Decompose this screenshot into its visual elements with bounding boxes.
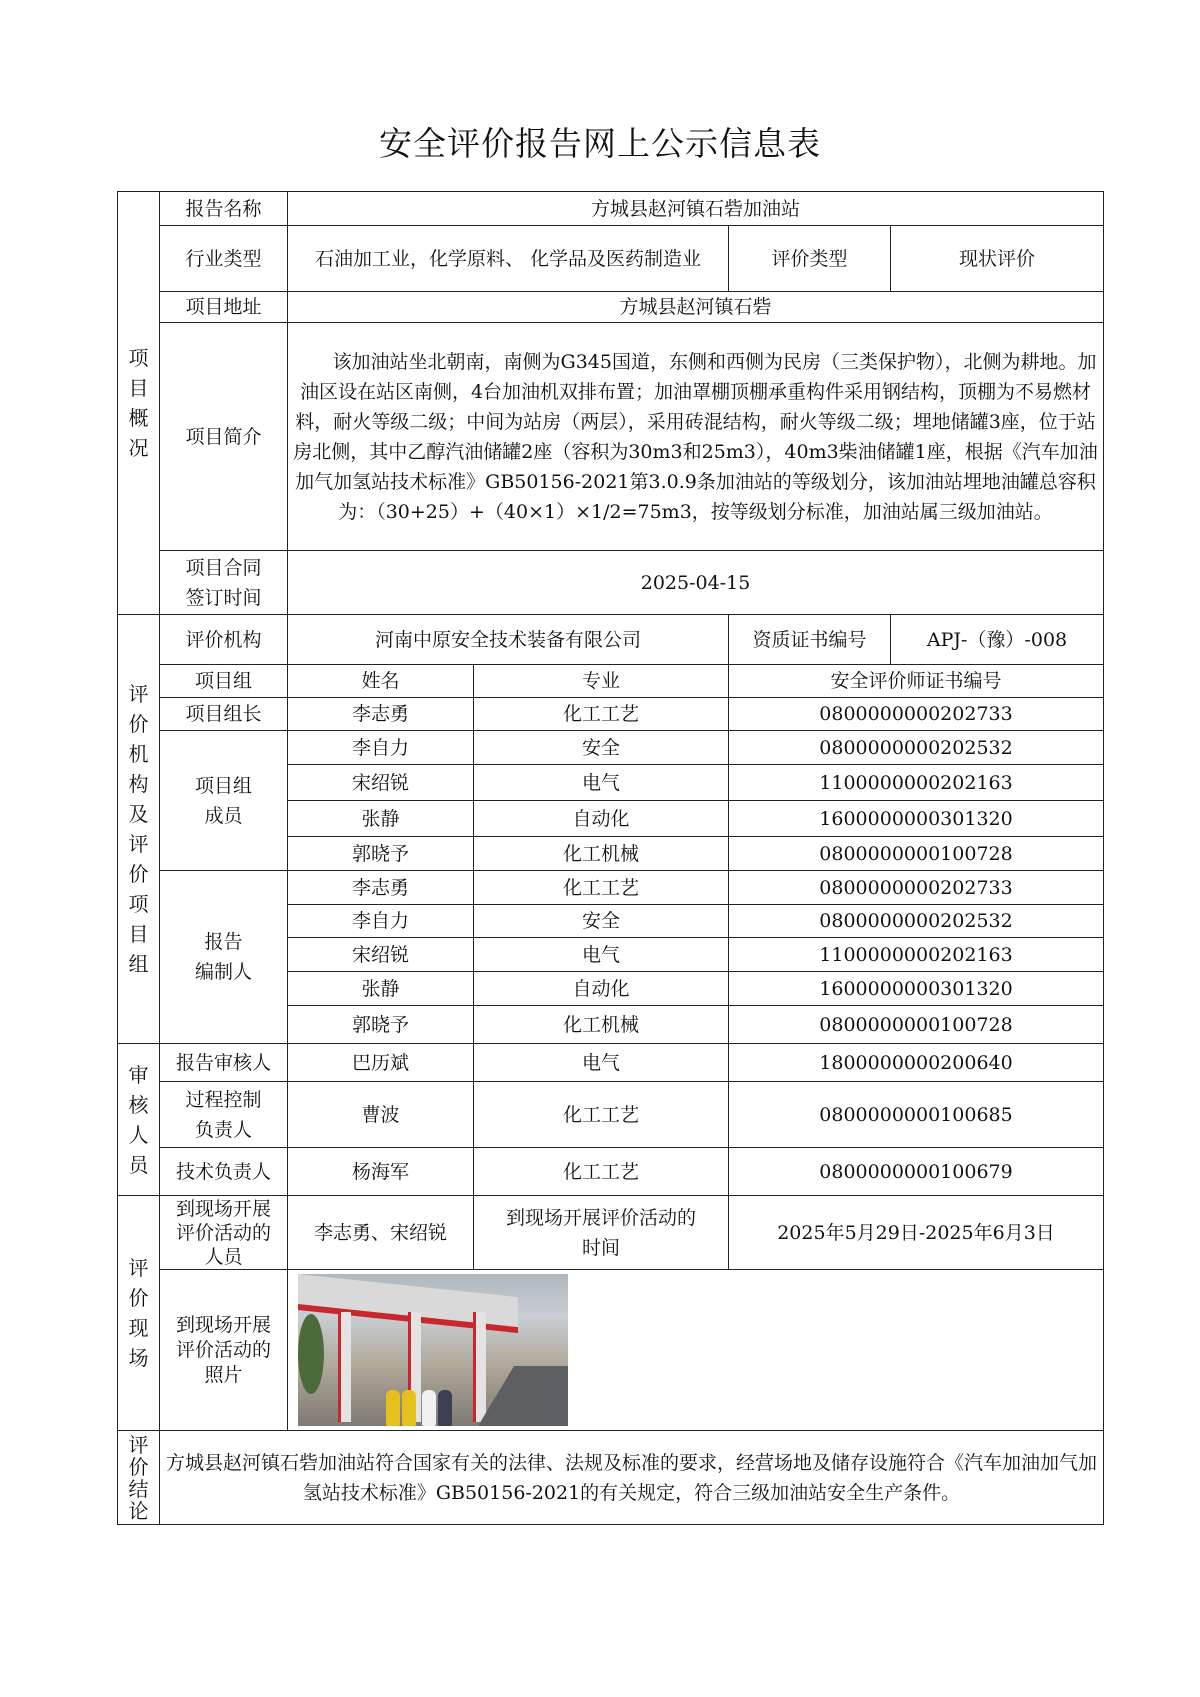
person-name: 杨海军 xyxy=(288,1148,474,1196)
process-label: 过程控制 负责人 xyxy=(160,1082,288,1148)
industry-label: 行业类型 xyxy=(160,226,288,292)
person-major: 化工工艺 xyxy=(474,1148,729,1196)
person-name: 宋绍锐 xyxy=(288,938,474,972)
person-major: 化工机械 xyxy=(474,1006,729,1044)
person-name: 李志勇 xyxy=(288,698,474,731)
person-major: 安全 xyxy=(474,731,729,765)
reviewer-label: 报告审核人 xyxy=(160,1044,288,1082)
person-name: 李自力 xyxy=(288,731,474,765)
person-cert: 0800000000100728 xyxy=(729,837,1104,871)
section-review: 审 核 人 员 xyxy=(118,1044,160,1196)
contract-label: 项目合同 签订时间 xyxy=(160,551,288,615)
person-cert: 0800000000202532 xyxy=(729,731,1104,765)
table-row xyxy=(118,1082,1104,1148)
section-org: 评 价 机 构 及 评 价 项 目 组 xyxy=(118,615,160,1044)
person-name: 张静 xyxy=(288,801,474,837)
section-overview: 项 目 概 况 xyxy=(118,192,160,615)
address-label: 项目地址 xyxy=(160,292,288,323)
site-photo-cell xyxy=(288,1270,1104,1431)
person-name: 巴历斌 xyxy=(288,1044,474,1082)
table-row xyxy=(118,1148,1104,1196)
person-major: 化工工艺 xyxy=(474,1082,729,1148)
person-major: 电气 xyxy=(474,1044,729,1082)
person-major: 自动化 xyxy=(474,801,729,837)
person-name: 郭晓予 xyxy=(288,1006,474,1044)
address: 方城县赵河镇石砦 xyxy=(288,292,1104,323)
tech-label: 技术负责人 xyxy=(160,1148,288,1196)
report-name-label: 报告名称 xyxy=(160,192,288,226)
person-name: 郭晓予 xyxy=(288,837,474,871)
person-name: 曹波 xyxy=(288,1082,474,1148)
person-cert: 0800000000202733 xyxy=(729,698,1104,731)
col-name: 姓名 xyxy=(288,665,474,698)
cert-label: 资质证书编号 xyxy=(729,615,891,665)
table-row xyxy=(118,731,1104,765)
eval-type: 现状评价 xyxy=(891,226,1104,292)
person-cert: 1600000000301320 xyxy=(729,972,1104,1006)
agency-label: 评价机构 xyxy=(160,615,288,665)
person-cert: 1600000000301320 xyxy=(729,801,1104,837)
leader-label: 项目组长 xyxy=(160,698,288,731)
agency: 河南中原安全技术装备有限公司 xyxy=(288,615,729,665)
person-major: 化工工艺 xyxy=(474,698,729,731)
eval-type-label: 评价类型 xyxy=(729,226,891,292)
person-major: 电气 xyxy=(474,938,729,972)
table-row xyxy=(118,698,1104,731)
person-cert: 0800000000100685 xyxy=(729,1082,1104,1148)
industry: 石油加工业，化学原料、 化学品及医药制造业 xyxy=(288,226,729,292)
members-label: 项目组 成员 xyxy=(160,731,288,871)
section-conclusion: 评 价 结 论 xyxy=(118,1431,160,1525)
person-cert: 1800000000200640 xyxy=(729,1044,1104,1082)
person-cert: 0800000000100679 xyxy=(729,1148,1104,1196)
authors-label: 报告 编制人 xyxy=(160,871,288,1044)
table-row xyxy=(118,1044,1104,1082)
col-cert: 安全评价师证书编号 xyxy=(729,665,1104,698)
contract-date: 2025-04-15 xyxy=(288,551,1104,615)
col-major: 专业 xyxy=(474,665,729,698)
site-photo xyxy=(298,1274,568,1426)
site-people-label: 到现场开展 评价活动的 人员 xyxy=(160,1196,288,1270)
intro-label: 项目简介 xyxy=(160,323,288,551)
person-major: 安全 xyxy=(474,905,729,938)
table-row xyxy=(118,871,1104,905)
info-table xyxy=(117,191,1104,1525)
section-site: 评 价 现 场 xyxy=(118,1196,160,1431)
intro-text: 该加油站坐北朝南，南侧为G345国道，东侧和西侧为民房（三类保护物），北侧为耕地。加油区设在站区南侧，4台加油机双排布置；加油罩棚顶棚承重构件采用钢结构，顶棚为不易燃材料，耐火等级二级；中间为站房（两层），采用砖混结构，耐火等级二级；埋地储罐3座，位于站房北侧，其中乙醇汽油储罐2座（容积为30m3和25m3），40m3柴油储罐1座，根据《汽车加油加气加氢站技术标准》GB50156-2021第3.0.9条加油站的等级划分，该加油站埋地油罐总容积为：（30+25）+（40×1）×1/2=75m3，按等级划分标准，加油站属三级加油站。 xyxy=(288,323,1104,551)
site-photo-label: 到现场开展 评价活动的 照片 xyxy=(160,1270,288,1431)
person-name: 李志勇 xyxy=(288,871,474,905)
site-time-label: 到现场开展评价活动的 时间 xyxy=(474,1196,729,1270)
person-major: 化工工艺 xyxy=(474,871,729,905)
person-major: 电气 xyxy=(474,765,729,801)
person-name: 李自力 xyxy=(288,905,474,938)
person-name: 宋绍锐 xyxy=(288,765,474,801)
person-cert: 1100000000202163 xyxy=(729,938,1104,972)
site-time: 2025年5月29日-2025年6月3日 xyxy=(729,1196,1104,1270)
person-major: 自动化 xyxy=(474,972,729,1006)
team-label: 项目组 xyxy=(160,665,288,698)
person-cert: 1100000000202163 xyxy=(729,765,1104,801)
conclusion-text: 方城县赵河镇石砦加油站符合国家有关的法律、法规及标准的要求，经营场地及储存设施符合《汽车加油加气加氢站技术标准》GB50156-2021的有关规定，符合三级加油站安全生产条件。 xyxy=(160,1431,1104,1525)
person-name: 张静 xyxy=(288,972,474,1006)
person-cert: 0800000000202733 xyxy=(729,871,1104,905)
cert-no: APJ-（豫）-008 xyxy=(891,615,1104,665)
site-people: 李志勇、宋绍锐 xyxy=(288,1196,474,1270)
report-name: 方城县赵河镇石砦加油站 xyxy=(288,192,1104,226)
person-cert: 0800000000100728 xyxy=(729,1006,1104,1044)
person-cert: 0800000000202532 xyxy=(729,905,1104,938)
page-title: 安全评价报告网上公示信息表 xyxy=(379,124,821,163)
person-major: 化工机械 xyxy=(474,837,729,871)
